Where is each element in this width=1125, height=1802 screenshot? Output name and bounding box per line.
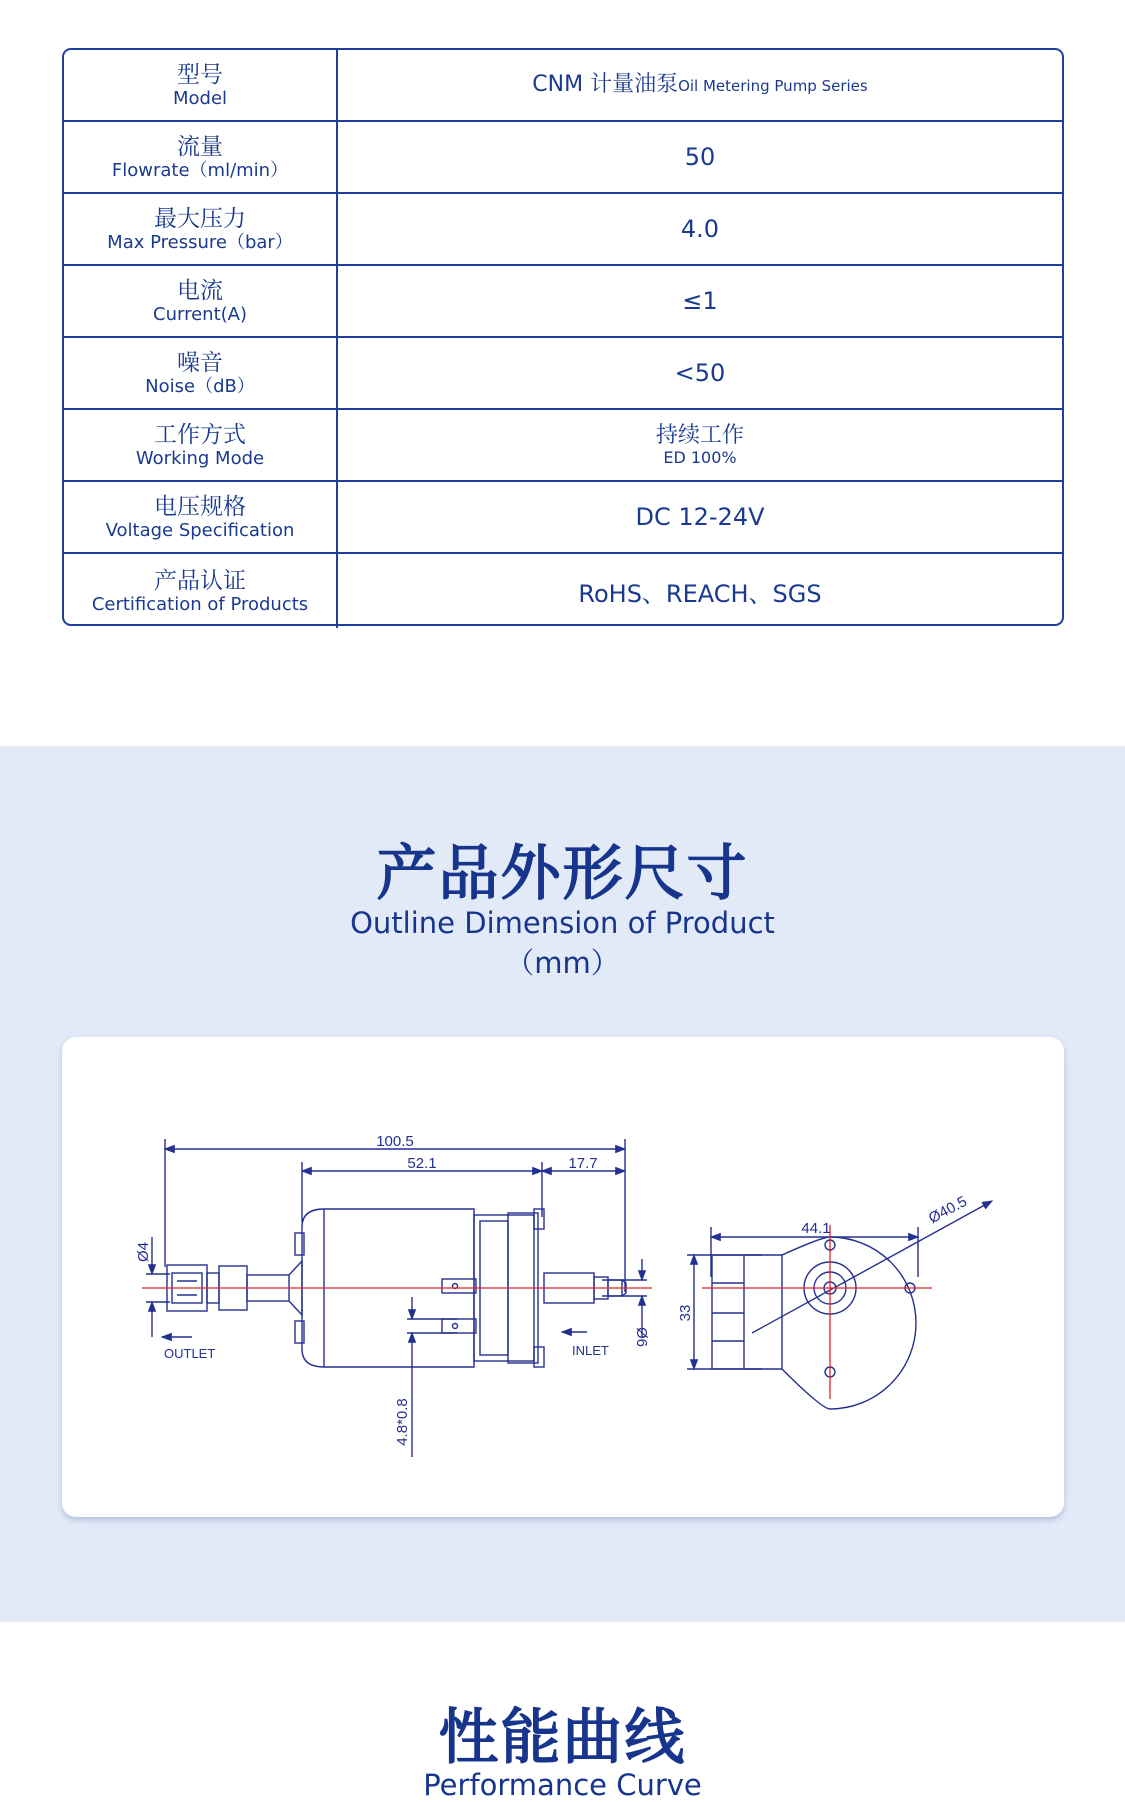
spec-key-en: Max Pressure（bar）	[107, 231, 293, 253]
dimension-drawing-card	[62, 1037, 1064, 1517]
spec-value-main: DC 12-24V	[635, 503, 765, 531]
spec-value-main: <50	[674, 359, 726, 387]
dim-diameter: Ø40.5	[925, 1192, 970, 1228]
spec-key	[64, 482, 338, 552]
front-centerlines	[702, 1225, 932, 1399]
dim-height: 33	[677, 1304, 694, 1322]
spec-value-main: RoHS、REACH、SGS	[578, 579, 822, 608]
spec-value	[338, 338, 1062, 408]
spec-key-en: Working Mode	[135, 447, 265, 469]
spec-value-main: CNM 计量油泵	[532, 72, 679, 97]
spec-row-working-mode	[64, 410, 1062, 482]
dimension-unit: （mm）	[505, 946, 620, 980]
spec-key-en: Certification of Products	[91, 593, 309, 615]
spec-row-flowrate	[64, 122, 1062, 194]
spec-value-main: 50	[684, 143, 716, 171]
spec-key-en: Model	[172, 87, 228, 109]
dim-inlet-dia: Ø6	[633, 1326, 650, 1348]
dim-outlet-dia: Ø4	[135, 1241, 152, 1263]
spec-value-main: ≤1	[682, 287, 718, 315]
spec-key	[64, 338, 338, 408]
pump-dimension-drawing	[62, 1037, 1064, 1517]
spec-value	[338, 266, 1062, 336]
dim-inlet-length: 17.7	[568, 1155, 598, 1172]
spec-row-noise	[64, 338, 1062, 410]
dim-width: 44.1	[801, 1220, 831, 1237]
inlet-label: INLET	[572, 1343, 609, 1358]
spec-key-en: Voltage Specification	[105, 519, 295, 541]
spec-row-certification	[64, 554, 1062, 628]
spec-row-model	[64, 50, 1062, 122]
spec-key	[64, 122, 338, 192]
spec-key-zh: 电压规格	[154, 493, 246, 520]
spec-key	[64, 50, 338, 120]
dim-terminal: 4.8*0.8	[394, 1398, 411, 1446]
spec-value	[338, 122, 1062, 192]
spec-key-en: Current(A)	[153, 303, 247, 325]
outlet-label: OUTLET	[164, 1346, 216, 1361]
spec-value	[338, 50, 1062, 120]
spec-key	[64, 410, 338, 480]
performance-title-en: Performance Curve	[423, 1768, 702, 1802]
dimension-title-en: Outline Dimension of Product	[350, 906, 775, 940]
spec-key-zh: 型号	[177, 61, 223, 88]
spec-value	[338, 482, 1062, 552]
spec-row-current	[64, 266, 1062, 338]
performance-title-zh: 性能曲线	[438, 1703, 687, 1773]
spec-value-small: Oil Metering Pump Series	[678, 77, 868, 95]
spec-key-zh: 最大压力	[154, 205, 246, 232]
spec-value	[338, 410, 1062, 480]
spec-table	[62, 48, 1064, 626]
spec-key	[64, 194, 338, 264]
dim-body-length: 52.1	[407, 1155, 437, 1172]
dimension-title-zh: 产品外形尺寸	[376, 839, 749, 909]
spec-key-zh: 产品认证	[154, 567, 246, 594]
dim-total-length: 100.5	[376, 1133, 414, 1150]
spec-value-main: 持续工作	[655, 423, 744, 448]
spec-value-main: 4.0	[680, 215, 720, 243]
front-view	[687, 1201, 992, 1409]
spec-key-en: Flowrate（ml/min）	[111, 159, 289, 181]
spec-key-zh: 噪音	[177, 349, 223, 376]
spec-row-voltage	[64, 482, 1062, 554]
spec-key-en: Noise（dB）	[145, 375, 255, 397]
spec-value	[338, 554, 1062, 628]
spec-value	[338, 194, 1062, 264]
dimension-labels	[135, 1133, 970, 1446]
spec-key	[64, 554, 338, 628]
spec-key-zh: 电流	[177, 277, 223, 304]
spec-key-zh: 流量	[177, 133, 223, 160]
spec-key	[64, 266, 338, 336]
spec-value-sub: ED 100%	[663, 448, 737, 467]
spec-row-max-pressure	[64, 194, 1062, 266]
spec-key-zh: 工作方式	[154, 421, 246, 448]
